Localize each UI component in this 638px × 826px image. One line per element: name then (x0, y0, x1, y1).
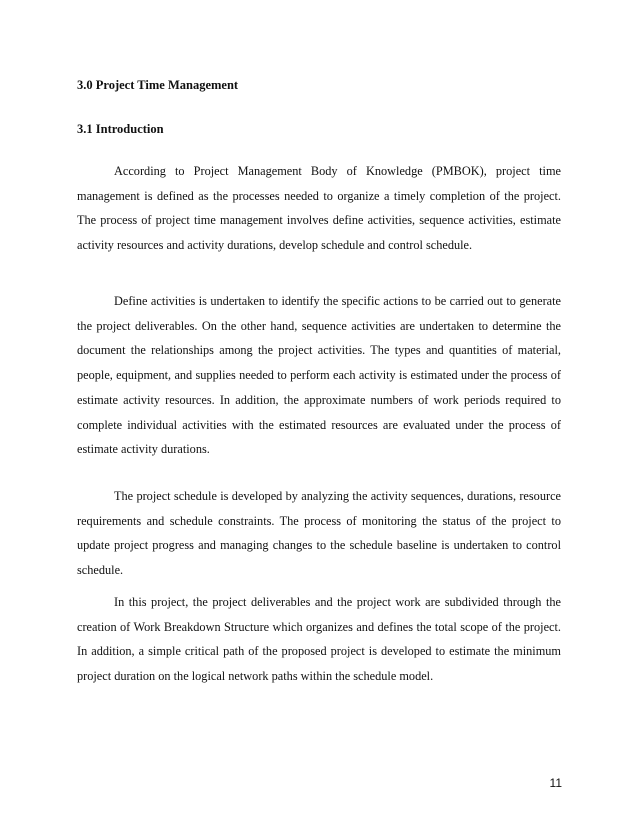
paragraph-define-activities: Define activities is undertaken to identify the specific actions to be carried out to generate the project deliverables. On the other hand, sequence activities are undertaken to determine the document the relationships among the project activities. The types and quantities of material, people, equipment, and supplies needed to perform each activity is estimated under the process of estimate activity resources. In addition, the approximate numbers of work periods required to complete individual activities with the estimated resources are evaluated under the process of estimate activity durations. (77, 294, 561, 457)
paragraph-project-schedule: The project schedule is developed by analyzing the activity sequences, durations, resource requirements and schedule constraints. The process of monitoring the status of the project to update project progress and managing changes to the schedule baseline is undertaken to control schedule. (77, 489, 561, 578)
section-heading: 3.0 Project Time Management (77, 78, 239, 92)
paragraph-pmbok-definition: According to Project Management Body of Knowledge (PMBOK), project time management is defined as the processes needed to organize a timely completion of the project. The process of project time management involves define activities, sequence activities, estimate activity resources and activity durations, develop schedule and control schedule. (77, 164, 561, 253)
subsection-heading: 3.1 Introduction (77, 122, 164, 136)
paragraph-this-project: In this project, the project deliverables and the project work are subdivided through the creation of Work Breakdown Structure which organizes and defines the total scope of the project. In addition, a simple critical path of the proposed project is developed to estimate the minimum project duration on the logical network paths within the schedule model. (77, 595, 561, 684)
page-number: 11 (549, 776, 562, 790)
